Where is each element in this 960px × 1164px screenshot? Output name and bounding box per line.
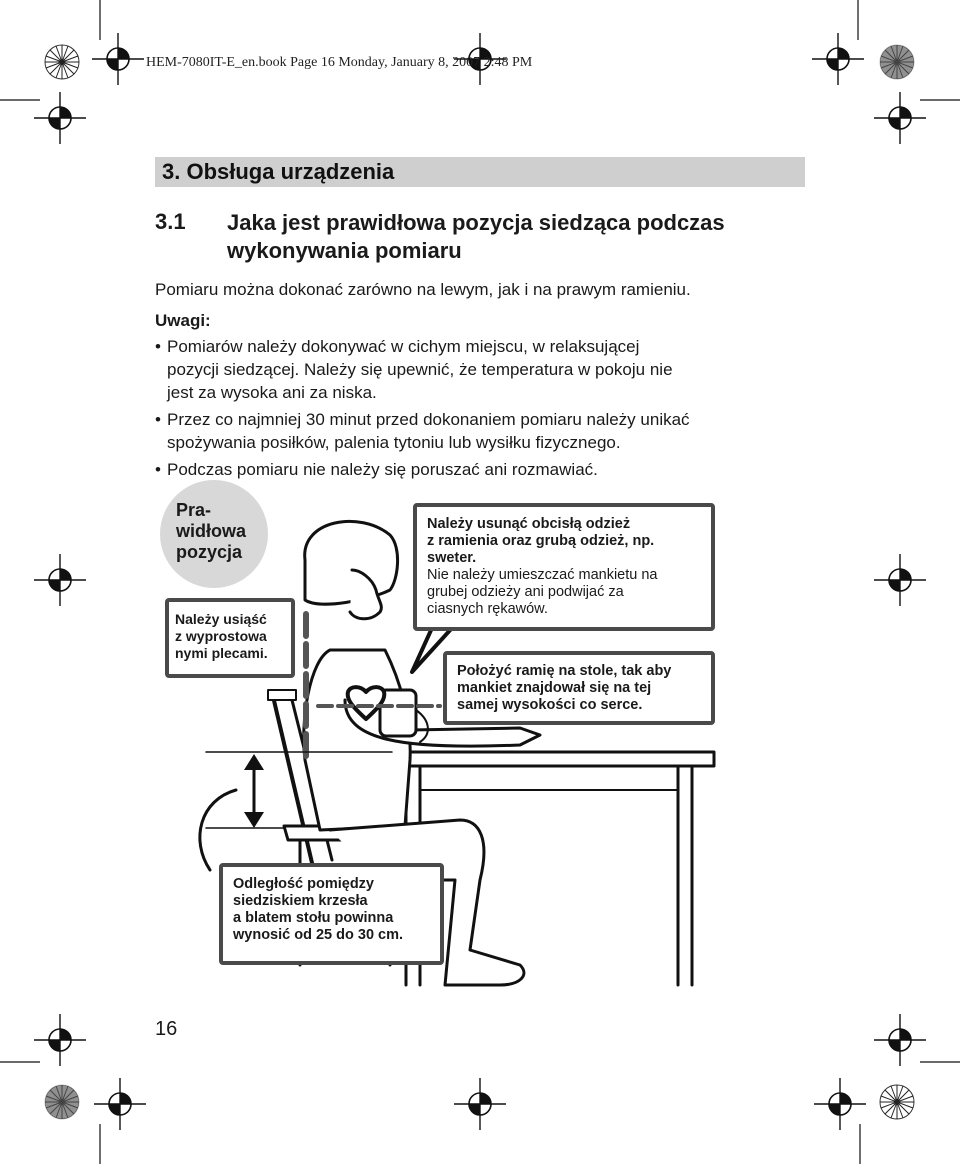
callout-line: nymi plecami. [175,645,268,661]
subsection-title-line: wykonywania pomiaru [227,238,462,263]
correct-position-label [176,500,246,563]
callout-line: wynosić od 25 do 30 cm. [233,927,404,943]
badge-line: Pra- [176,500,212,520]
callout-seat-table-distance [219,863,444,965]
callout-arm-position [443,651,715,725]
note-line: jest za wysoka ani za niska. [167,383,377,402]
note-item [155,408,815,454]
section-title: 3. Obsługa urządzenia [162,159,395,184]
subsection-title [227,209,725,265]
bullet: • [155,337,161,356]
callout-straight-back [165,598,295,678]
callout-line: Należy usiąść [175,611,267,627]
callout-line: z wyprostowa [175,628,267,644]
callout-line: ciasnych rękawów. [427,601,548,617]
crop-marks-bottom-center [454,1078,506,1130]
intro-text: Pomiaru można dokonać zarówno na lewym, jak i na prawym ramieniu. [155,280,691,299]
callout-line: Nie należy umieszczać mankietu na [427,567,658,583]
badge-line: widłowa [176,521,247,541]
crop-marks-top-left [0,0,144,144]
note-line: pozycji siedzącej. Należy się upewnić, że temperatura w pokoju nie [167,360,673,379]
note-line: spożywania posiłków, palenia tytoniu lub wysiłku fizycznego. [167,433,621,452]
distance-bubble-tail [200,790,236,870]
bullet: • [155,410,161,429]
table-top [392,752,714,766]
callout-line: Odległość pomiędzy [233,876,374,892]
callout-line: Należy usunąć obcisłą odzież [427,516,631,532]
callout-line: z ramienia oraz grubą odzież, np. [427,533,655,549]
subsection-title-line: Jaka jest prawidłowa pozycja siedząca podczas [227,210,725,235]
callout-line: grubej odzieży ani podwijać za [427,584,624,600]
page-number: 16 [155,1018,178,1040]
callout-line: a blatem stołu powinna [233,910,394,926]
callout-line: mankiet znajdował się na tej [457,680,652,696]
note-line: Przez co najmniej 30 minut przed dokonaniem pomiaru należy unikać [167,410,690,429]
note-line: Pomiarów należy dokonywać w cichym miejscu, w relaksującej [167,337,640,356]
callout-clothing [413,503,715,631]
notes-list [155,335,815,485]
subsection-number: 3.1 [155,209,186,234]
callout-line: samej wysokości co serce. [457,697,643,713]
crop-marks-top-right [812,0,960,144]
callout-line: Położyć ramię na stole, tak aby [457,663,672,679]
bullet: • [155,460,161,479]
note-item [155,335,815,404]
crop-marks-bottom-left [0,1014,146,1164]
notes-label: Uwagi: [155,311,211,330]
note-item [155,458,815,481]
crop-marks-bottom-right [814,1014,960,1164]
badge-line: pozycja [176,542,243,562]
print-header: HEM-7080IT-E_en.book Page 16 Monday, January 8, 2007 2:48 PM [146,55,533,70]
callout-line: sweter. [427,550,477,566]
callout-line: siedziskiem krzesła [233,893,368,909]
note-line: Podczas pomiaru nie należy się poruszać ani rozmawiać. [167,460,598,479]
